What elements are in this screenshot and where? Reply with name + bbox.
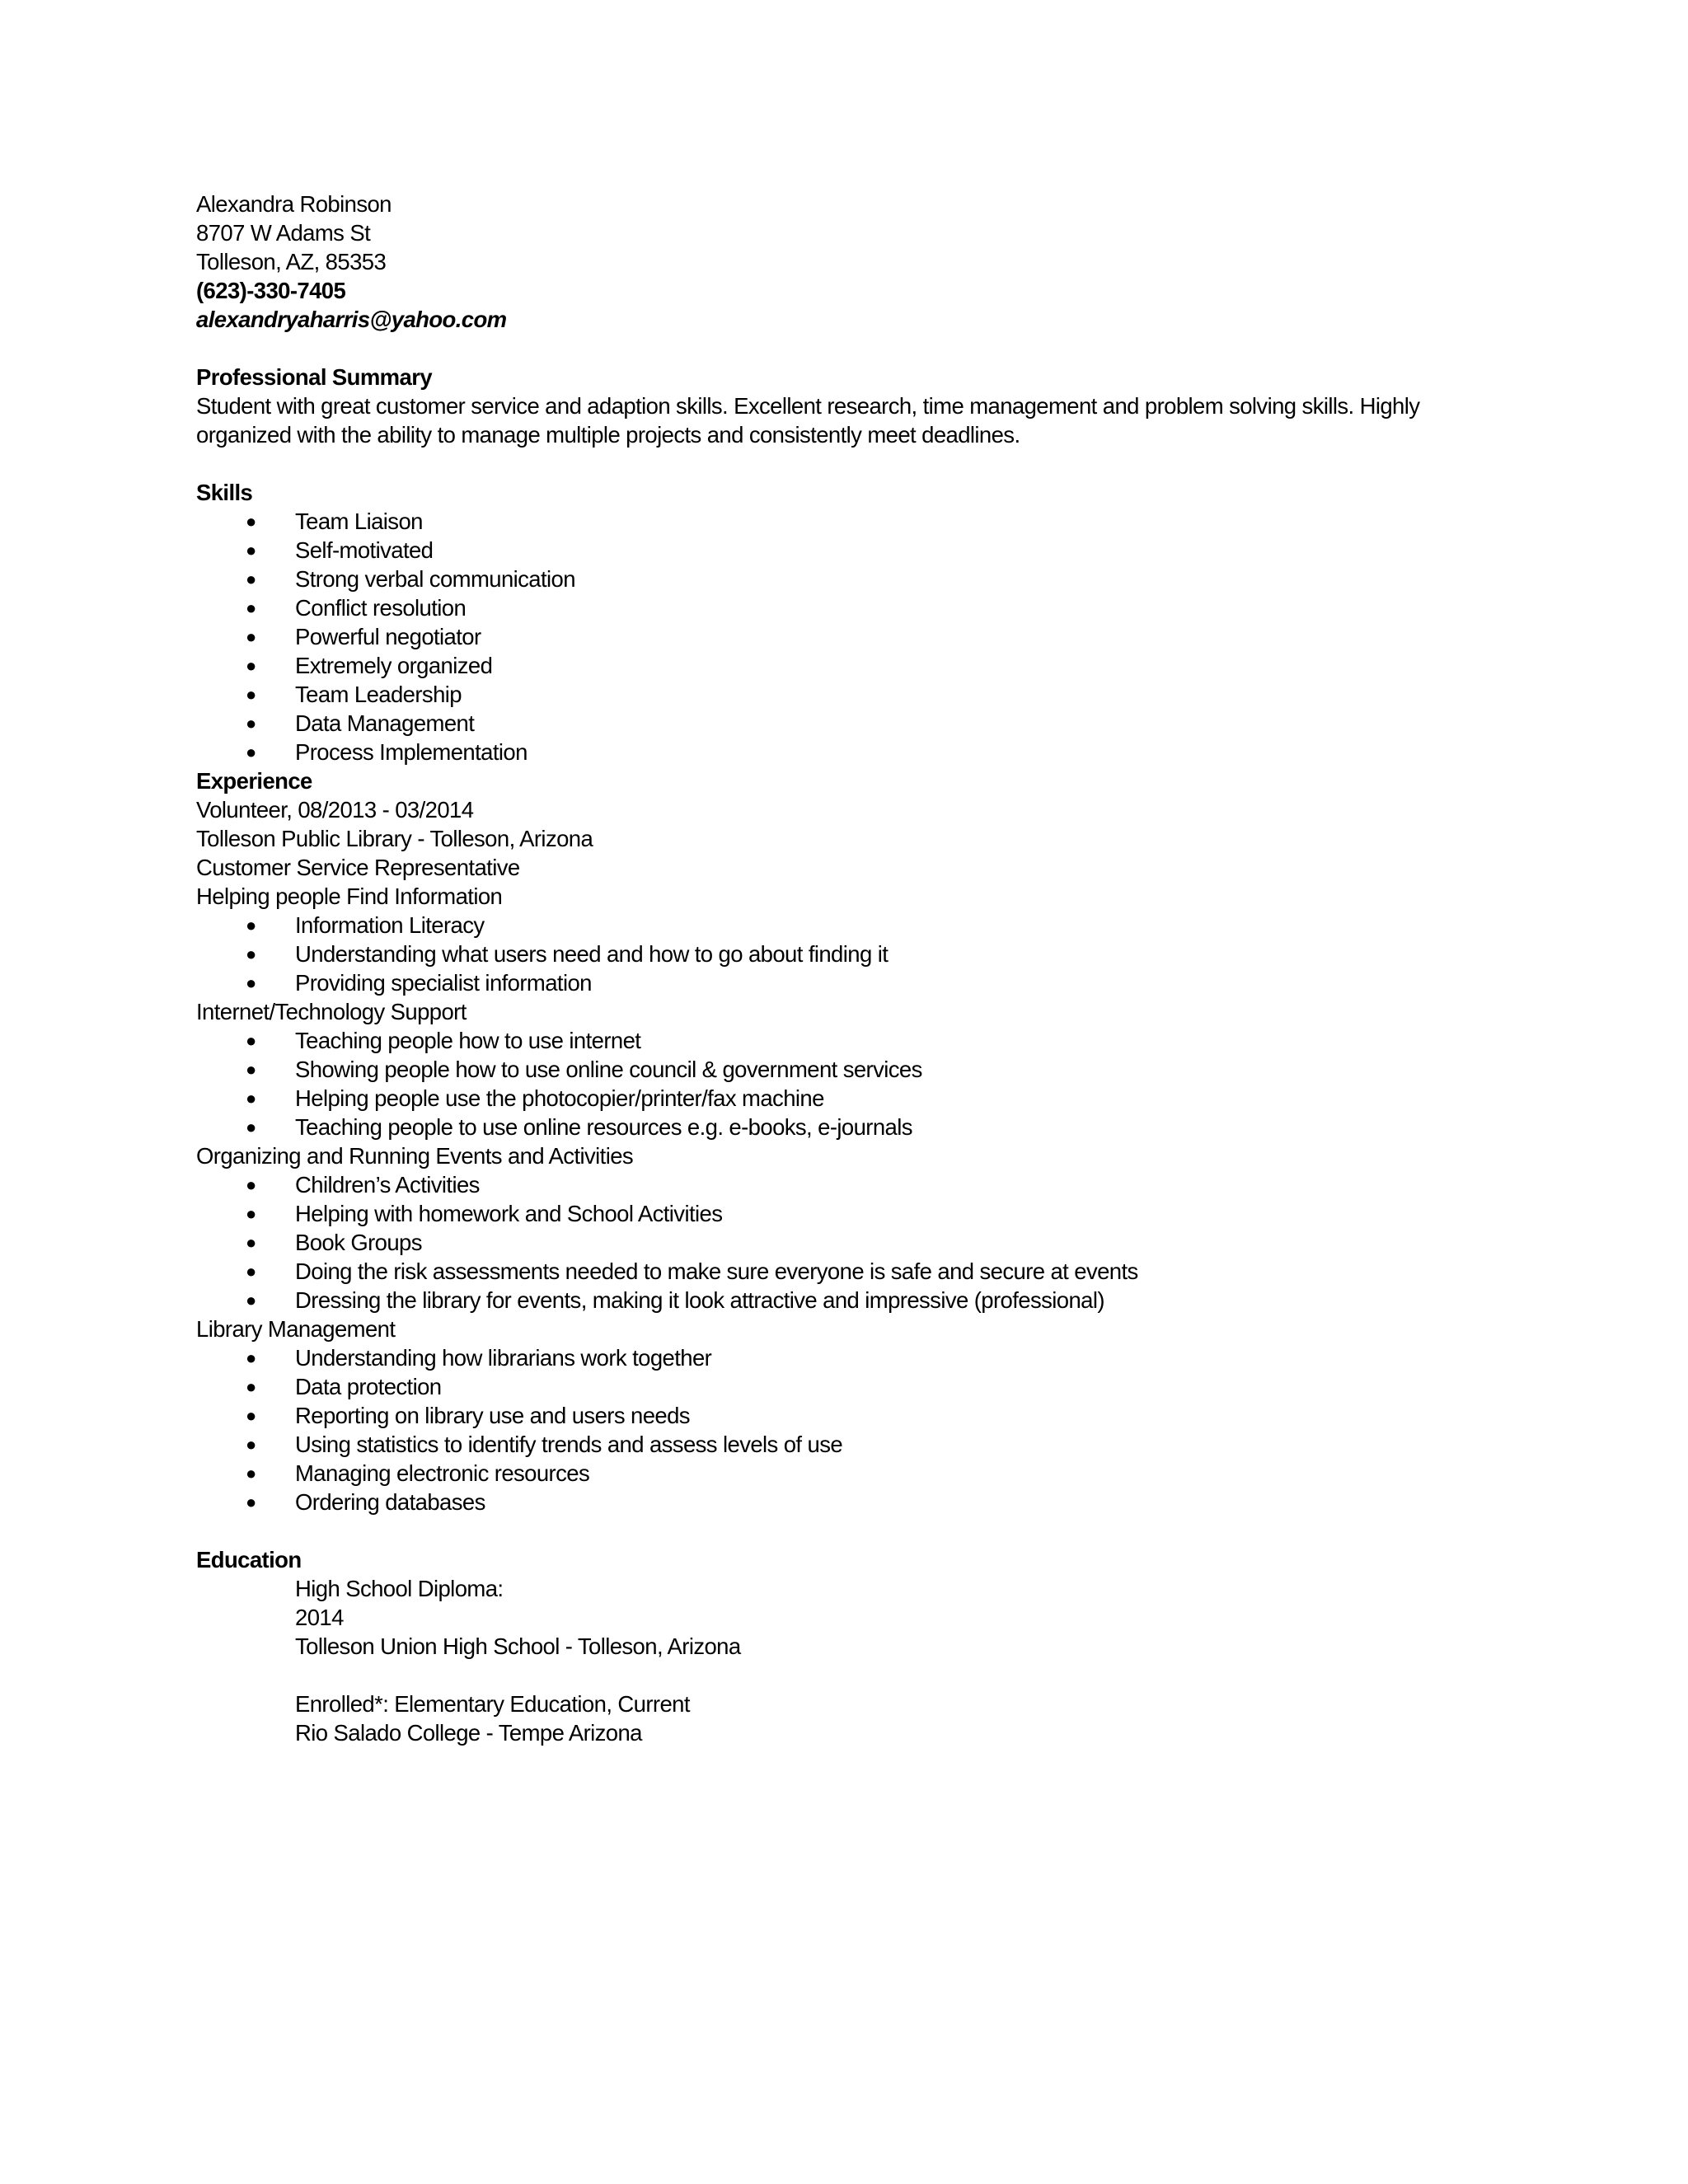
duty-text: Doing the risk assessments needed to make sure everyone is safe and secure at events — [295, 1258, 1138, 1284]
list-item — [196, 565, 1515, 593]
duty-text: Teaching people how to use internet — [295, 1028, 641, 1053]
skill-text: Extremely organized — [295, 653, 493, 678]
list-item — [196, 1113, 1515, 1141]
bullet-icon: ● — [246, 1290, 256, 1310]
summary-heading: Professional Summary — [196, 364, 433, 390]
bullet-icon: ● — [246, 1492, 256, 1512]
list-item — [196, 1055, 1515, 1084]
education-line: Tolleson Union High School - Tolleson, Arizona — [295, 1633, 741, 1659]
bullet-icon: ● — [246, 713, 256, 733]
bullet-icon: ● — [246, 569, 256, 589]
list-item — [196, 536, 1515, 565]
spacer — [196, 1661, 1515, 1690]
duty-text: Understanding how librarians work together — [295, 1345, 712, 1371]
bullet-icon: ● — [246, 655, 256, 676]
education-entry — [196, 1690, 1515, 1747]
bullet-icon: ● — [246, 684, 256, 705]
bullet-icon: ● — [246, 1434, 256, 1455]
bullet-icon: ● — [246, 944, 256, 964]
bullet-icon: ● — [246, 540, 256, 560]
duty-text: Data protection — [295, 1374, 442, 1399]
education-line: Rio Salado College - Tempe Arizona — [295, 1720, 642, 1746]
duty-text: Helping people use the photocopier/printer/fax machine — [295, 1085, 824, 1111]
education-line: High School Diploma: — [295, 1576, 504, 1601]
bullet-icon: ● — [246, 915, 256, 935]
list-item — [196, 1372, 1515, 1401]
list-item — [196, 680, 1515, 709]
skill-text: Conflict resolution — [295, 595, 467, 621]
summary-text: Student with great customer service and adaption skills. Excellent research, time management and problem solving skills. Highly organized with the ability to manage multiple projects and consistently meet deadlines. — [196, 393, 1420, 448]
bullet-icon: ● — [246, 1405, 256, 1426]
bullet-icon: ● — [246, 1088, 256, 1108]
bullet-icon: ● — [246, 1059, 256, 1080]
experience-role: Volunteer, 08/2013 - 03/2014 — [196, 797, 474, 823]
list-item — [196, 968, 1515, 997]
duty-text: Ordering databases — [295, 1489, 485, 1515]
list-item — [196, 651, 1515, 680]
list-item — [196, 709, 1515, 738]
contact-city: Tolleson, AZ, 85353 — [196, 249, 387, 274]
bullet-icon: ● — [246, 972, 256, 993]
duty-text: Book Groups — [295, 1230, 422, 1255]
bullet-icon: ● — [246, 598, 256, 618]
list-item — [196, 1170, 1515, 1199]
bullet-icon: ● — [246, 1347, 256, 1368]
education-section — [196, 1545, 1515, 1747]
duty-text: Understanding what users need and how to go about finding it — [295, 941, 889, 967]
contact-phone: (623)-330-7405 — [196, 278, 346, 303]
experience-title: Customer Service Representative — [196, 855, 520, 880]
list-item — [196, 1459, 1515, 1488]
list-item — [196, 1286, 1515, 1315]
experience-group-title: Helping people Find Information — [196, 883, 503, 909]
skill-text: Data Management — [295, 710, 475, 736]
contact-block — [196, 190, 1515, 334]
duty-text: Information Literacy — [295, 912, 485, 938]
skill-text: Strong verbal communication — [295, 566, 575, 592]
experience-group-title: Organizing and Running Events and Activities — [196, 1143, 634, 1169]
spacer — [196, 1516, 1515, 1545]
bullet-icon: ● — [246, 1261, 256, 1282]
list-item — [196, 1199, 1515, 1228]
spacer — [196, 449, 1515, 478]
bullet-icon: ● — [246, 1463, 256, 1483]
experience-group-title: Internet/Technology Support — [196, 999, 467, 1024]
education-line: Enrolled*: Elementary Education, Current — [295, 1691, 690, 1717]
experience-group-list — [196, 911, 1515, 997]
bullet-icon: ● — [246, 511, 256, 532]
bullet-icon: ● — [246, 1174, 256, 1195]
list-item — [196, 940, 1515, 968]
list-item — [196, 622, 1515, 651]
experience-group-list — [196, 1343, 1515, 1516]
list-item — [196, 1430, 1515, 1459]
list-item — [196, 911, 1515, 940]
skills-section — [196, 478, 1515, 766]
spacer — [196, 334, 1515, 363]
experience-group-list — [196, 1170, 1515, 1315]
skill-text: Powerful negotiator — [295, 624, 481, 649]
skill-text: Self-motivated — [295, 537, 434, 563]
skill-text: Team Liaison — [295, 509, 423, 534]
education-heading: Education — [196, 1547, 302, 1572]
list-item — [196, 1488, 1515, 1516]
resume-page — [196, 190, 1515, 1747]
contact-name: Alexandra Robinson — [196, 191, 392, 217]
contact-street: 8707 W Adams St — [196, 220, 371, 246]
bullet-icon: ● — [246, 626, 256, 647]
duty-text: Using statistics to identify trends and assess levels of use — [295, 1432, 843, 1457]
experience-group-list — [196, 1026, 1515, 1141]
experience-section — [196, 766, 1515, 1516]
bullet-icon: ● — [246, 1203, 256, 1224]
duty-text: Showing people how to use online council & government services — [295, 1057, 922, 1082]
list-item — [196, 1084, 1515, 1113]
experience-org: Tolleson Public Library - Tolleson, Arizona — [196, 826, 593, 851]
list-item — [196, 1343, 1515, 1372]
skills-list — [196, 507, 1515, 766]
list-item — [196, 593, 1515, 622]
skills-heading: Skills — [196, 480, 253, 505]
skill-text: Process Implementation — [295, 739, 528, 765]
duty-text: Reporting on library use and users needs — [295, 1403, 690, 1428]
skill-text: Team Leadership — [295, 682, 462, 707]
list-item — [196, 738, 1515, 766]
bullet-icon: ● — [246, 1376, 256, 1397]
duty-text: Helping with homework and School Activities — [295, 1201, 723, 1226]
duty-text: Teaching people to use online resources e.g. e-books, e-journals — [295, 1114, 912, 1140]
summary-section — [196, 363, 1515, 449]
bullet-icon: ● — [246, 742, 256, 762]
bullet-icon: ● — [246, 1030, 256, 1051]
list-item — [196, 1026, 1515, 1055]
bullet-icon: ● — [246, 1232, 256, 1253]
list-item — [196, 1401, 1515, 1430]
duty-text: Children’s Activities — [295, 1172, 480, 1197]
duty-text: Managing electronic resources — [295, 1460, 590, 1486]
duty-text: Providing specialist information — [295, 970, 592, 996]
contact-email: alexandryaharris@yahoo.com — [196, 307, 507, 332]
duty-text: Dressing the library for events, making it look attractive and impressive (professional) — [295, 1287, 1104, 1313]
experience-heading: Experience — [196, 768, 312, 794]
list-item — [196, 1228, 1515, 1257]
education-entry — [196, 1574, 1515, 1661]
experience-group-title: Library Management — [196, 1316, 396, 1342]
bullet-icon: ● — [246, 1117, 256, 1137]
list-item — [196, 507, 1515, 536]
education-line: 2014 — [295, 1605, 344, 1630]
list-item — [196, 1257, 1515, 1286]
